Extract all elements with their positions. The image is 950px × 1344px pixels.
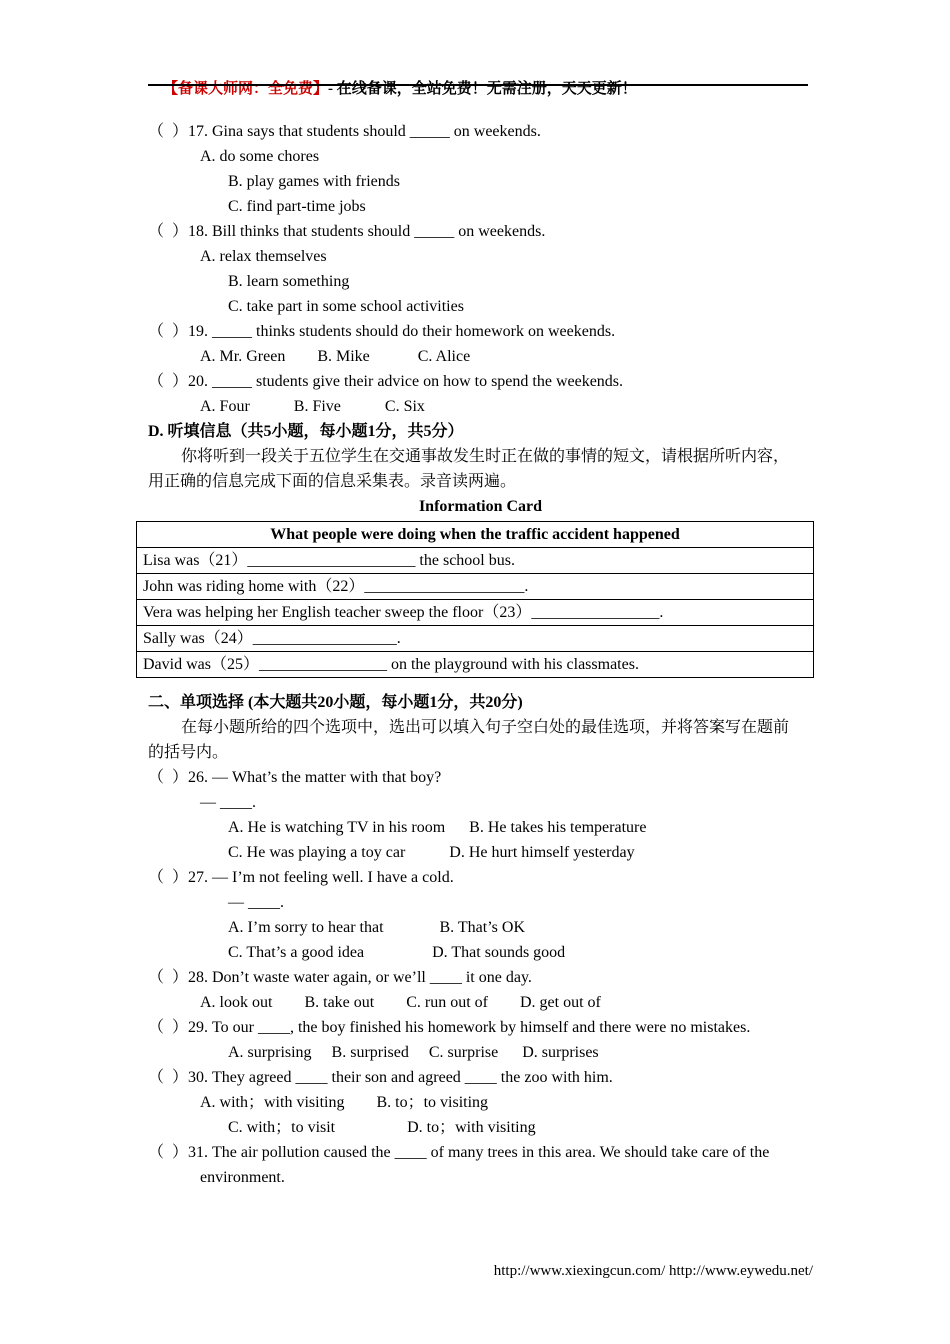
page-header [148, 60, 808, 115]
instruction-line: 在每小题所给的四个选项中，选出可以填入句子空白处的最佳选项，并将答案写在题前 [181, 719, 790, 736]
table-row-cell: Sally was（24）__________________. [137, 626, 814, 652]
option-line: A. He is watching TV in his room B. He takes his temperature [228, 819, 647, 836]
question-line: （ ）29. To our ____, the boy finished his homework by himself and there were no mistakes. [148, 1019, 751, 1036]
option-line: C. That’s a good idea D. That sounds good [228, 944, 566, 961]
question-line: （ ）20. _____ students give their advice on how to spend the weekends. [148, 373, 624, 390]
section-heading: 二、单项选择 (本大题共20小题，每小题1分，共20分) [148, 694, 523, 711]
site-brand: 【备课大师网：全免费】 [163, 81, 329, 97]
footer-links: http://www.xiexingcun.com/ http://www.eywedu.net/ [493, 1263, 813, 1279]
option-line: B. play games with friends [228, 173, 400, 190]
option-line: A. Four B. Five C. Six [200, 398, 425, 415]
table-row [137, 626, 814, 652]
page-footer [479, 1246, 813, 1297]
option-line: A. Mr. Green B. Mike C. Alice [200, 348, 471, 365]
table-title: Information Card [418, 498, 543, 515]
table-row [137, 574, 814, 600]
table-row-cell: Lisa was（21）_____________________ the school bus. [137, 548, 814, 574]
option-line: environment. [200, 1169, 285, 1186]
question-line: （ ）27. — I’m not feeling well. I have a cold. [148, 869, 454, 886]
option-line: A. I’m sorry to hear that B. That’s OK [228, 919, 525, 936]
table-row [137, 652, 814, 678]
table-row [137, 600, 814, 626]
option-line: C. He was playing a toy car D. He hurt himself yesterday [228, 844, 635, 861]
instruction-line: 的括号内。 [148, 744, 229, 761]
option-line: A. with；with visiting B. to；to visiting [200, 1094, 489, 1111]
option-line: A. look out B. take out C. run out of D. get out of [200, 994, 601, 1011]
table-row-cell: Vera was helping her English teacher sweep the floor（23）________________. [137, 600, 814, 626]
option-line: A. relax themselves [200, 248, 327, 265]
question-line: （ ）26. — What’s the matter with that boy? [148, 769, 442, 786]
question-line: （ ）19. _____ thinks students should do their homework on weekends. [148, 323, 616, 340]
instruction-line: 用正确的信息完成下面的信息采集表。录音读两遍。 [148, 473, 517, 490]
question-line: （ ）18. Bill thinks that students should _____ on weekends. [148, 223, 546, 240]
option-line: — ____. [200, 794, 256, 811]
table-row-cell: David was（25）________________ on the playground with his classmates. [137, 652, 814, 678]
option-line: A. do some chores [200, 148, 320, 165]
option-line: — ____. [228, 894, 284, 911]
site-tagline: - 在线备课，全站免费！无需注册，天天更新！ [328, 81, 637, 97]
instruction-line: 你将听到一段关于五位学生在交通事故发生时正在做的事情的短文，请根据所听内容， [181, 448, 790, 465]
option-line: C. with；to visit D. to；with visiting [228, 1119, 536, 1136]
question-line: （ ）17. Gina says that students should _____ on weekends. [148, 123, 541, 140]
table-row-cell: John was riding home with（22）____________________. [137, 574, 814, 600]
table-header-cell: What people were doing when the traffic accident happened [137, 522, 814, 548]
table-row [137, 548, 814, 574]
option-line: A. surprising B. surprised C. surprise D. surprises [228, 1044, 599, 1061]
question-line: （ ）28. Don’t waste water again, or we’ll ____ it one day. [148, 969, 532, 986]
header-divider [148, 84, 808, 86]
information-card-table [136, 521, 814, 678]
option-line: C. find part-time jobs [228, 198, 366, 215]
exam-content [143, 119, 813, 1190]
option-line: B. learn something [228, 273, 350, 290]
question-line: （ ）30. They agreed ____ their son and agreed ____ the zoo with him. [148, 1069, 613, 1086]
section-heading: D. 听填信息（共5小题，每小题1分，共5分） [148, 423, 464, 440]
option-line: C. take part in some school activities [228, 298, 464, 315]
question-line: （ ）31. The air pollution caused the ____ of many trees in this area. We should take care of the [148, 1144, 770, 1161]
